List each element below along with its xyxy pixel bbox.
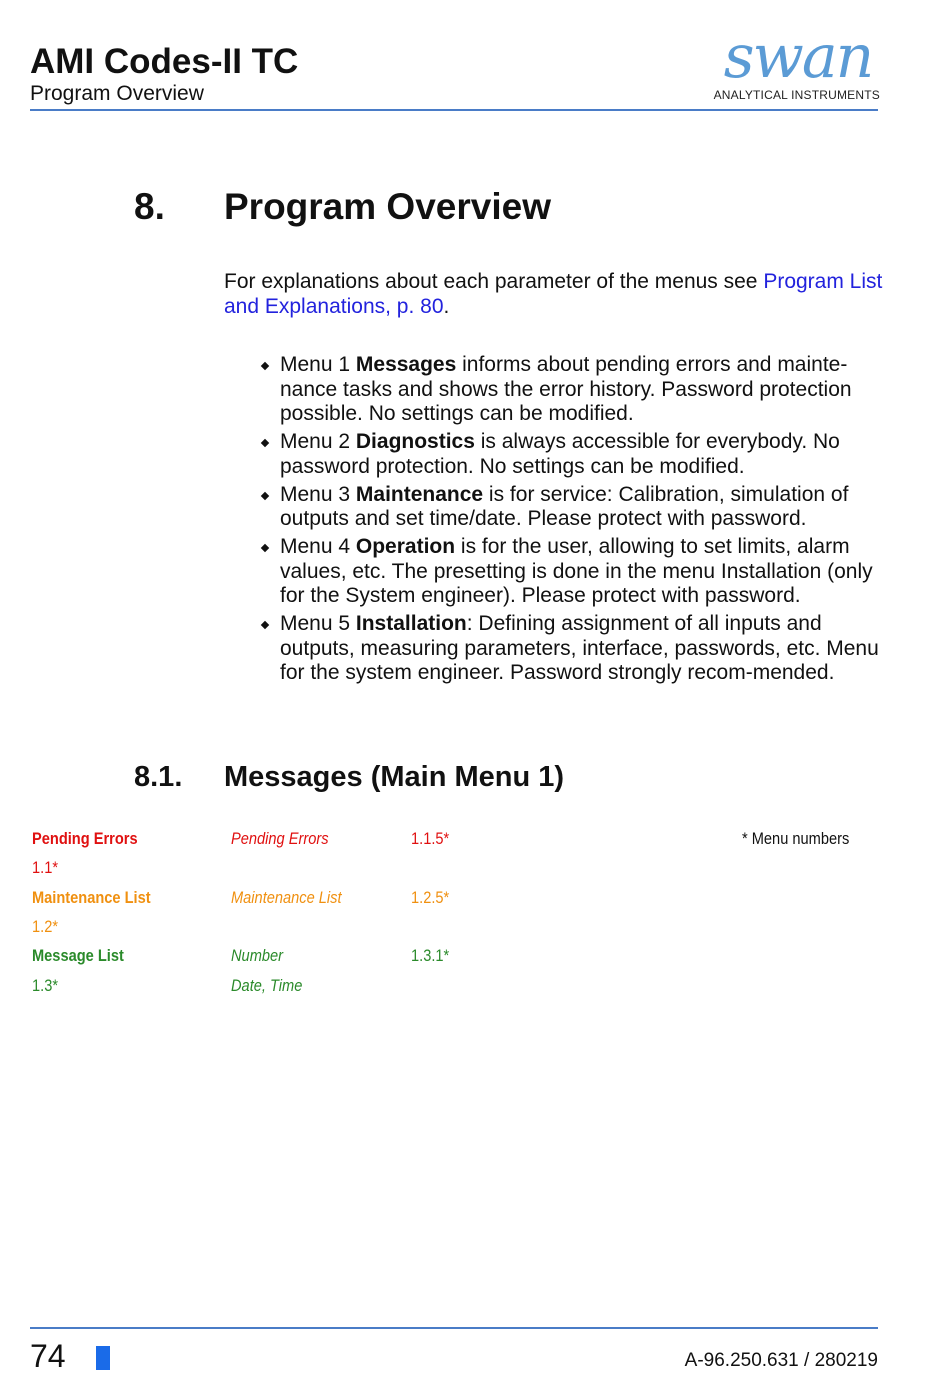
swan-logo: [713, 22, 880, 106]
bullet-prefix: Menu 5: [280, 612, 356, 635]
bullet-text: informs about pending errors and mainte-nance tasks and shows the error history. Password protection possible. No settings can be modified.: [280, 353, 852, 425]
pending-errors-child: Pending Errors: [231, 829, 329, 848]
section-title: Program Overview: [224, 186, 551, 227]
header-rule: [30, 109, 878, 111]
bullet-keyword: Diagnostics: [355, 430, 475, 453]
maintenance-list-number: 1.2*: [32, 917, 59, 936]
intro-end: .: [443, 294, 450, 318]
menu-numbers-note: * Menu numbers: [742, 829, 850, 848]
list-item: [259, 612, 889, 686]
document-code: A-96.250.631 / 280219: [684, 1350, 878, 1371]
intro-text: For explanations about each parameter of the menus see: [224, 270, 764, 293]
logo-wordmark: swan: [723, 22, 873, 92]
bullet-text: is for the user, allowing to set limits, alarm values, etc. The presetting is done in the menu Installation (only for the System engineer). Please protect with password.: [280, 535, 873, 607]
document-subtitle: Program Overview: [30, 82, 204, 105]
bullet-prefix: Menu 3: [280, 482, 356, 506]
list-item: [259, 483, 889, 532]
list-item: [259, 535, 889, 609]
message-list-label: Message List: [32, 946, 124, 965]
subsection-title: Messages (Main Menu 1): [224, 761, 565, 793]
bullet-keyword: Messages: [355, 353, 457, 376]
bullet-text: is for service: Calibration, simulation of outputs and set time/date. Please protect with password.: [280, 482, 849, 530]
pending-errors-label: Pending Errors: [32, 829, 138, 848]
page-marker: [96, 1346, 110, 1370]
menu-description-list: [259, 353, 889, 689]
section-number: 8.: [134, 186, 165, 227]
subsection-number: 8.1.: [134, 761, 183, 793]
pending-errors-child-number: 1.1.5*: [411, 829, 450, 848]
message-list-child-number-item: Number: [231, 946, 284, 965]
bullet-text: : Defining assignment of all inputs and outputs, measuring parameters, interface, passwords, etc. Menu for the system engineer. Password strongly recom-mended.: [280, 612, 879, 684]
diamond-bullet-icon: [261, 362, 269, 370]
intro-paragraph: [224, 270, 884, 319]
maintenance-list-child-number: 1.2.5*: [411, 888, 450, 907]
maintenance-list-label: Maintenance List: [32, 888, 151, 907]
document-title: AMI Codes-II TC: [30, 42, 299, 81]
bullet-prefix: Menu 1: [280, 353, 356, 376]
diamond-bullet-icon: [261, 491, 269, 499]
diamond-bullet-icon: [261, 439, 269, 447]
footer-rule: [30, 1327, 878, 1329]
program-list-link[interactable]: Program List and Explanations, p. 80: [224, 270, 883, 318]
diamond-bullet-icon: [261, 621, 269, 629]
logo-tagline: ANALYTICAL INSTRUMENTS: [713, 88, 880, 102]
bullet-prefix: Menu 4: [280, 535, 356, 558]
bullet-keyword: Installation: [355, 612, 467, 635]
pending-errors-number: 1.1*: [32, 858, 59, 877]
list-item: [259, 353, 889, 427]
page-number: 74: [30, 1338, 66, 1374]
bullet-prefix: Menu 2: [280, 430, 356, 453]
bullet-text: is always accessible for everybody. No password protection. No settings can be modified.: [280, 430, 840, 478]
list-item: [259, 430, 889, 479]
diamond-bullet-icon: [261, 544, 269, 552]
bullet-keyword: Maintenance: [355, 482, 484, 506]
message-list-child-date-time: Date, Time: [231, 976, 303, 995]
bullet-keyword: Operation: [355, 535, 456, 558]
maintenance-list-child: Maintenance List: [231, 888, 342, 907]
message-list-number: 1.3*: [32, 976, 59, 995]
message-list-child-menu-number: 1.3.1*: [411, 946, 450, 965]
